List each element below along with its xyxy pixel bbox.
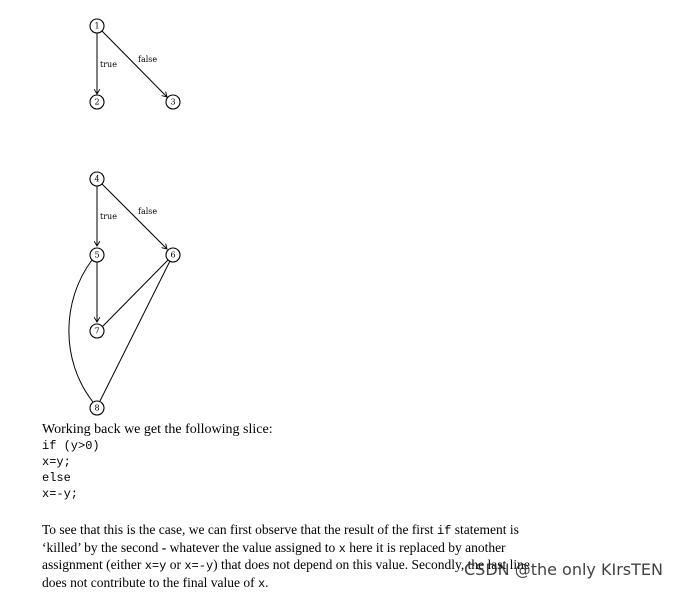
node-label: 4 bbox=[94, 174, 100, 184]
explanation-paragraph bbox=[42, 522, 542, 592]
watermark: CSDN @the only KIrsTEN bbox=[464, 560, 663, 579]
inline-code: x bbox=[257, 576, 266, 591]
code-line: x=-y; bbox=[42, 487, 79, 501]
node-label: 6 bbox=[170, 250, 176, 260]
inline-code: if bbox=[436, 524, 452, 538]
edge-label-false: false bbox=[138, 207, 158, 216]
node-label: 8 bbox=[94, 403, 100, 413]
edge-label-true: true bbox=[100, 212, 117, 221]
edge-5-8 bbox=[69, 260, 93, 402]
paragraph-text: here it is replaced by another assignment (either bbox=[42, 539, 506, 572]
code-line: x=y; bbox=[42, 455, 71, 469]
paragraph-dash: - bbox=[161, 539, 167, 555]
node-8 bbox=[90, 401, 104, 415]
node-label: 7 bbox=[94, 326, 100, 336]
node-1 bbox=[90, 19, 104, 33]
node-5 bbox=[90, 248, 104, 262]
paragraph-text: ) that does not depend on this value. Secondly, the last line does not contribute to the final value of bbox=[42, 557, 530, 590]
inline-code: x=-y bbox=[184, 559, 214, 573]
node-2 bbox=[90, 95, 104, 109]
node-label: 1 bbox=[94, 21, 100, 31]
paragraph-text: To see that this is the case, we can first observe that the result of the first bbox=[42, 522, 437, 537]
edge-6-7 bbox=[103, 260, 168, 326]
node-3 bbox=[166, 95, 180, 109]
edge-6-8 bbox=[100, 261, 170, 401]
edge-label-true: true bbox=[100, 60, 117, 69]
paragraph-text: . bbox=[265, 574, 269, 590]
slice-intro: Working back we get the following slice: bbox=[42, 422, 273, 437]
node-4 bbox=[90, 172, 104, 186]
code-block bbox=[42, 438, 542, 502]
node-label: 3 bbox=[170, 97, 176, 107]
graph-1 bbox=[90, 19, 180, 109]
node-7 bbox=[90, 324, 104, 338]
inline-code: x=y bbox=[144, 559, 167, 573]
paragraph-text: or bbox=[166, 557, 185, 572]
graph-2 bbox=[69, 172, 180, 415]
code-line: if (y>0) bbox=[42, 439, 100, 453]
code-line: else bbox=[42, 471, 71, 485]
node-label: 5 bbox=[94, 250, 100, 260]
inline-code: x bbox=[338, 541, 346, 556]
paragraph-text: statement is ‘killed’ by the second bbox=[42, 522, 519, 555]
edge-label-false: false bbox=[138, 55, 158, 64]
node-6 bbox=[166, 248, 180, 262]
slice-section bbox=[42, 422, 542, 502]
paragraph-text: whatever the value assigned to bbox=[166, 539, 339, 555]
node-label: 2 bbox=[94, 97, 100, 107]
